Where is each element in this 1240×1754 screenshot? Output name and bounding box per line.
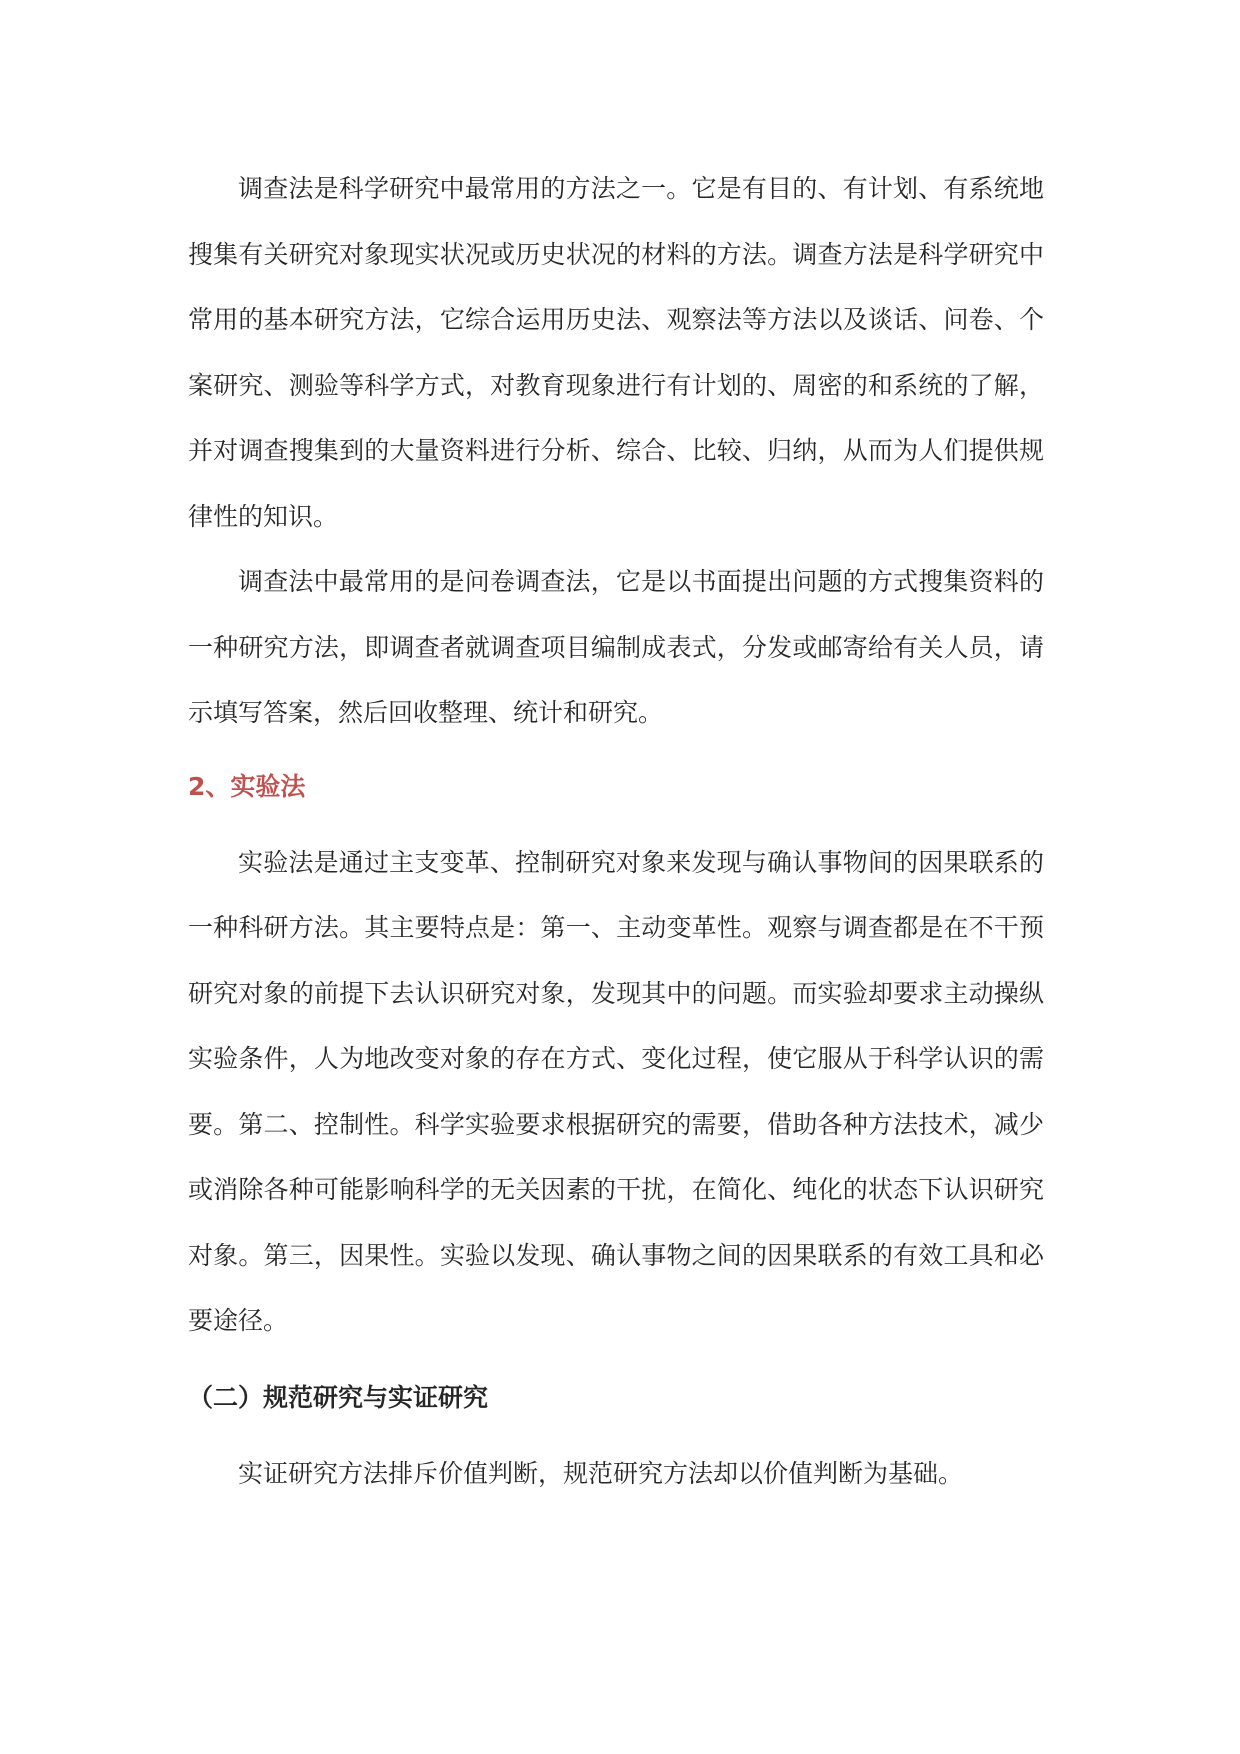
paragraph-normative-empirical: 实证研究方法排斥价值判断，规范研究方法却以价值判断为基础。	[238, 1458, 964, 1488]
paragraph-experiment-method: 实验法是通过主支变革、控制研究对象来发现与确认事物间的因果联系的一种科研方法。其主要特点是：第一、主动变革性。观察与调查都是在不干预研究对象的前提下去认识研究对象，发现其中的问题。而实验却要求主动操纵实验条件，人为地改变对象的存在方式、变化过程，使它服从于科学认识的需要。第二、控制性。科学实验要求根据研究的需要，借助各种方法技术，减少或消除各种可能影响科学的无关因素的干扰，在简化、纯化的状态下认识研究对象。第三，因果性。实验以发现、确认事物之间的因果联系的有效工具和必要途径。	[188, 847, 1044, 1335]
section-heading-normative-empirical: （二）规范研究与实证研究	[188, 1382, 489, 1412]
document-page	[188, 156, 1044, 1506]
paragraph-questionnaire-method: 调查法中最常用的是问卷调查法，它是以书面提出问题的方式搜集资料的一种研究方法，即调查者就调查项目编制成表式，分发或邮寄给有关人员，请示填写答案，然后回收整理、统计和研究。	[188, 567, 1044, 727]
paragraph-survey-method: 调查法是科学研究中最常用的方法之一。它是有目的、有计划、有系统地搜集有关研究对象现实状况或历史状况的材料的方法。调查方法是科学研究中常用的基本研究方法，它综合运用历史法、观察法等方法以及谈话、问卷、个案研究、测验等科学方式，对教育现象进行有计划的、周密的和系统的了解，并对调查搜集到的大量资料进行分析、综合、比较、归纳，从而为人们提供规律性的知识。	[188, 174, 1044, 531]
section-heading-experiment-method: 2、实验法	[188, 771, 306, 801]
